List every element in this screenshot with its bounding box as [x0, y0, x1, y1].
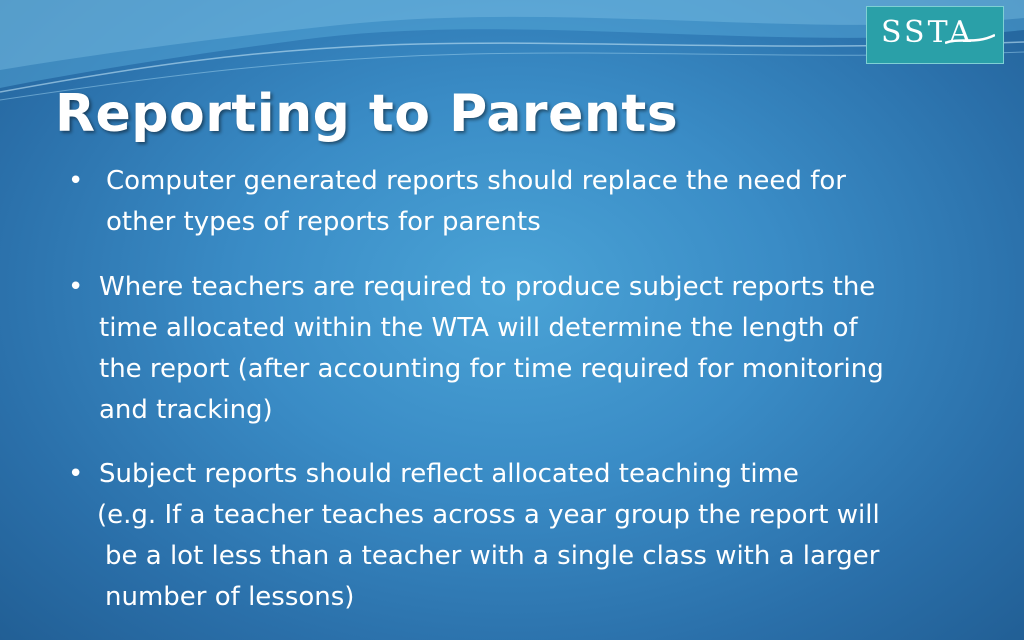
bullet-line: (e.g. If a teacher teaches across a year group the report will	[97, 500, 880, 530]
bullet-item-2	[68, 267, 884, 431]
bullet-marker: •	[68, 459, 84, 489]
logo-swoosh-icon	[945, 33, 995, 47]
bullet-line: Computer generated reports should replace the need for	[106, 166, 846, 196]
bullet-line: number of lessons)	[105, 582, 355, 612]
logo-text: SSTA	[881, 15, 974, 50]
bullet-item-1	[68, 161, 846, 243]
bullet-marker: •	[68, 272, 84, 302]
bullet-line: Subject reports should reflect allocated teaching time	[99, 459, 799, 489]
bullet-line: be a lot less than a teacher with a single class with a larger	[105, 541, 880, 571]
bullet-item-3	[68, 454, 880, 618]
bullet-line: time allocated within the WTA will determine the length of	[99, 313, 858, 343]
bullet-line: Where teachers are required to produce subject reports the	[99, 272, 876, 302]
bullet-line: and tracking)	[99, 395, 273, 425]
bullet-line: the report (after accounting for time required for monitoring	[99, 354, 884, 384]
bullet-marker: •	[68, 166, 84, 196]
bullet-line: other types of reports for parents	[106, 207, 541, 237]
slide-title: Reporting to Parents	[55, 84, 679, 144]
ssta-logo	[866, 6, 1004, 64]
